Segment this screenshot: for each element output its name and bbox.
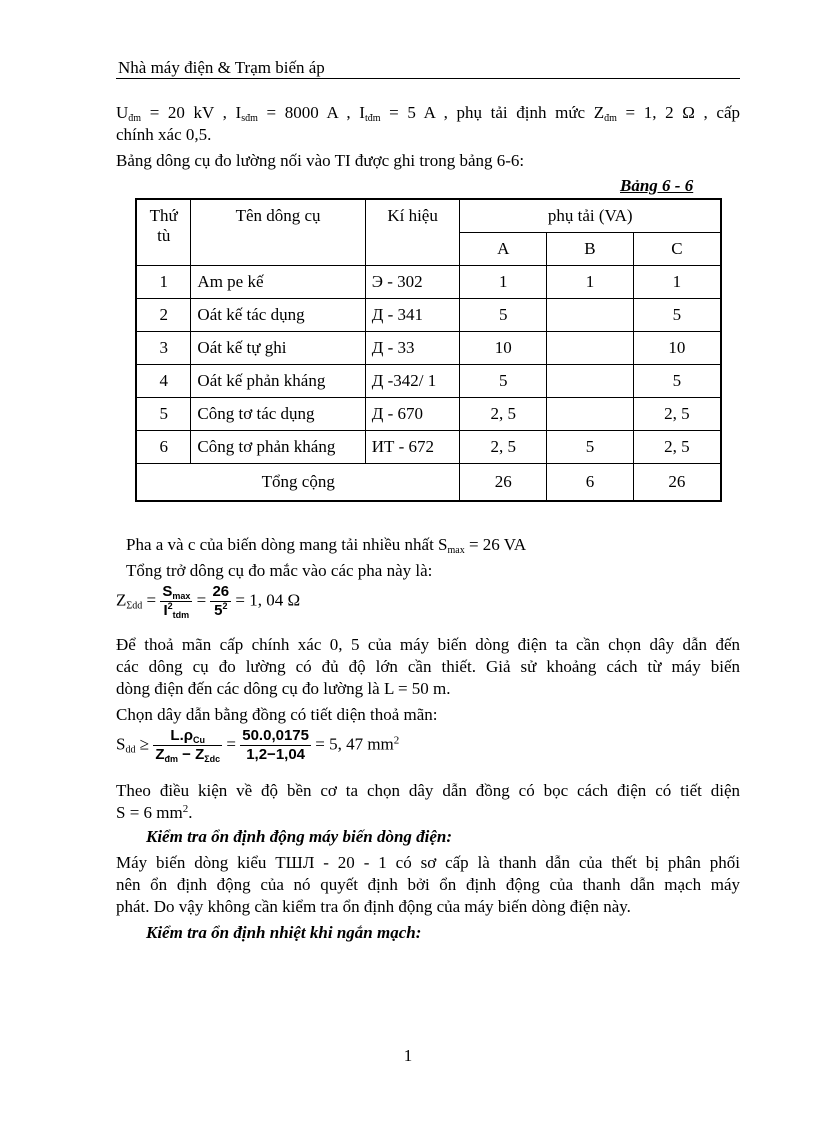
table-row (136, 431, 721, 464)
eq2-ge: ≥ (135, 734, 154, 754)
eq1-numerator (160, 584, 192, 602)
itdm-sub: tđm (364, 113, 381, 124)
table-caption: Bảng 6 - 6 (620, 176, 694, 195)
eq2-den-a: Z (155, 746, 165, 763)
zdm-sub: đm (604, 113, 617, 124)
eq1-num-text: S (162, 583, 173, 600)
table-total-row (136, 464, 721, 502)
dyn-line-1: Máy biến dòng kiểu ТШЛ - 20 - 1 có sơ cấp là thanh dẫn của thết bị phân phối (116, 853, 740, 872)
row-name: Oát kế tự ghi (191, 332, 365, 365)
row-c: 2, 5 (633, 398, 721, 431)
row-c: 5 (633, 299, 721, 332)
mech-line-1: Theo điều kiện về độ bền cơ ta chọn dây dẫn đồng có bọc cách điện có tiết diện (116, 781, 740, 800)
eq1-result: = 1, 04 Ω (235, 590, 301, 610)
intro-line-1 (116, 102, 740, 124)
header-c: C (633, 233, 721, 266)
table-intro: Bảng dông cụ đo lường nối vào TI được ghi trong bảng 6-6: (116, 151, 525, 170)
choose-cross-section: Chọn dây dẫn bằng đồng có tiết diện thoả mãn: (116, 705, 438, 724)
u-label: U (116, 103, 129, 122)
eq2-result: = 5, 47 mm (315, 734, 394, 754)
row-number: 5 (136, 398, 191, 431)
row-b (547, 332, 634, 365)
eq2-num-text: L.ρ (170, 727, 194, 744)
row-symbol: Д -342/ 1 (365, 365, 460, 398)
equation-impedance: $Z_{\Sigma dd}$ = $\frac{S_{max}}{I^2_{tdm}}$ = $\frac{26}{5^2}$ = 1, 04 Ω (116, 583, 301, 620)
row-a: 5 (460, 299, 547, 332)
table-row (136, 398, 721, 431)
header-symbol: Kí hiệu (365, 199, 460, 266)
eq2-lhs: S (116, 734, 126, 754)
mech-dot: . (188, 803, 193, 822)
row-number: 6 (136, 431, 191, 464)
mech-sup: 2 (182, 803, 189, 815)
row-name: Oát kế phản kháng (191, 365, 365, 398)
choose-line-2: các dông cụ đo lường có đủ độ lớn cần thiết. Giả sử khoảng cách từ máy biến (116, 657, 740, 676)
row-number: 4 (136, 365, 191, 398)
total-a: 26 (460, 464, 547, 502)
row-symbol: Э - 302 (365, 266, 460, 299)
row-symbol: Д - 670 (365, 398, 460, 431)
eq2-lhs-sub: dd (125, 744, 136, 756)
eq2-den-b-sub: Σdc (204, 754, 221, 764)
u-sub: đm (128, 113, 142, 124)
header-b: B (547, 233, 634, 266)
row-c: 1 (633, 266, 721, 299)
isdm-value: = 8000 A , I (257, 103, 365, 122)
running-header: Nhà máy điện & Trạm biến áp (118, 58, 325, 77)
eq1-fraction-numeric (210, 584, 231, 619)
equation-cross-section: $S_{dd}$ ≥ $\frac{L.\rho_{Cu}}{Z_{đm} - Z_{\Sigma dc}}$ = $\frac{50.0,0175}{1,2-1,04}$ = 5, 47 $mm^2$ (116, 727, 400, 764)
table-row (136, 365, 721, 398)
eq2-den2: 1,2−1,04 (246, 746, 306, 763)
page-number: 1 (403, 1046, 413, 1065)
eq2-result-sup: 2 (393, 734, 400, 747)
row-b: 5 (547, 431, 634, 464)
row-a: 2, 5 (460, 398, 547, 431)
eq1-denominator (160, 602, 192, 619)
mechanical-paragraph (116, 780, 740, 824)
dyn-line-2: nên ổn định động của nó quyết định bởi ổn định động của thanh dẫn mạch máy (116, 875, 740, 894)
impedance-paragraph: Tổng trở dông cụ đo mắc vào các pha này là: (126, 561, 433, 580)
row-number: 1 (136, 266, 191, 299)
total-c: 26 (633, 464, 721, 502)
table-header-row (136, 199, 721, 233)
heading-dynamic-stability: Kiểm tra ổn định động máy biến dòng điện: (146, 827, 453, 846)
eq2-den-minus: − Z (177, 746, 205, 763)
row-symbol: Д - 33 (365, 332, 460, 365)
table-row (136, 266, 721, 299)
row-number: 2 (136, 299, 191, 332)
row-symbol: ИТ - 672 (365, 431, 460, 464)
row-a: 5 (460, 365, 547, 398)
itdm-value: = 5 A , phụ tải định mức Z (380, 103, 605, 122)
row-name: Công tơ tác dụng (191, 398, 365, 431)
row-name: Công tơ phản kháng (191, 431, 365, 464)
phase-sub: max (447, 545, 465, 556)
choose-line-1: Để thoả mãn cấp chính xác 0, 5 của máy biến dòng điện ta cần chọn dây dẫn đến (116, 635, 740, 654)
eq2-fraction (153, 728, 222, 763)
row-c: 2, 5 (633, 431, 721, 464)
row-name: Am pe kế (191, 266, 365, 299)
eq1-den-sub: tdm (172, 610, 190, 620)
header-rule (116, 78, 740, 79)
row-a: 2, 5 (460, 431, 547, 464)
phase-paragraph (126, 534, 736, 556)
eq1-den2-text: 5 (214, 602, 223, 619)
eq1-den2 (210, 602, 231, 619)
eq1-den2-sup: 2 (222, 601, 228, 611)
dynamic-paragraph (116, 852, 740, 918)
eq1-num-sub: max (172, 591, 191, 601)
total-label: Tổng cộng (136, 464, 460, 502)
mech-text: S = 6 mm (116, 803, 183, 822)
dyn-line-3: phát. Do vậy không cần kiểm tra ổn định động của máy biến dòng điện này. (116, 897, 631, 916)
header-name: Tên dông cụ (191, 199, 365, 266)
eq1-den-sup: 2 (167, 601, 173, 611)
phase-tail: = 26 VA (464, 535, 527, 554)
eq2-fraction-numeric (240, 728, 311, 763)
row-c: 10 (633, 332, 721, 365)
row-number: 3 (136, 332, 191, 365)
choose-line-3: dòng điện đến các dông cụ đo lường là L = 50 m. (116, 679, 451, 698)
eq1-lhs-sub: Σdd (126, 600, 143, 612)
total-b: 6 (547, 464, 634, 502)
u-value: = 20 kV , I (141, 103, 242, 122)
eq1-fraction (160, 584, 192, 619)
header-load: phụ tải (VA) (460, 199, 721, 233)
eq2-num2: 50.0,0175 (242, 727, 309, 744)
table-row (136, 299, 721, 332)
eq2-den-a-sub: đm (164, 754, 178, 764)
eq2-numerator (153, 728, 222, 746)
row-b: 1 (547, 266, 634, 299)
row-name: Oát kế tác dụng (191, 299, 365, 332)
row-c: 5 (633, 365, 721, 398)
row-b (547, 365, 634, 398)
eq2-num-sub: Cu (193, 735, 206, 745)
row-a: 10 (460, 332, 547, 365)
row-b (547, 299, 634, 332)
row-symbol: Д - 341 (365, 299, 460, 332)
intro-paragraph (116, 102, 740, 146)
eq2-denominator (153, 746, 222, 763)
intro-line-2: chính xác 0,5. (116, 125, 212, 144)
table-row (136, 332, 721, 365)
instrument-table (135, 198, 722, 502)
choose-paragraph (116, 634, 740, 700)
isdm-sub: sđm (241, 113, 258, 124)
row-b (547, 398, 634, 431)
eq1-lhs: Z (116, 590, 127, 610)
heading-thermal-stability: Kiểm tra ổn định nhiệt khi ngắn mạch: (146, 923, 422, 942)
row-a: 1 (460, 266, 547, 299)
header-a: A (460, 233, 547, 266)
mech-line-2 (116, 802, 740, 824)
eq1-den-text: I (163, 602, 168, 619)
zdm-value: = 1, 2 Ω , cấp (616, 103, 741, 122)
header-stt: Thứ tù (136, 199, 191, 266)
phase-text: Pha a và c của biến dòng mang tải nhiều nhất S (126, 535, 448, 554)
eq1-equals: = (142, 590, 161, 610)
eq1-num2: 26 (212, 583, 230, 600)
